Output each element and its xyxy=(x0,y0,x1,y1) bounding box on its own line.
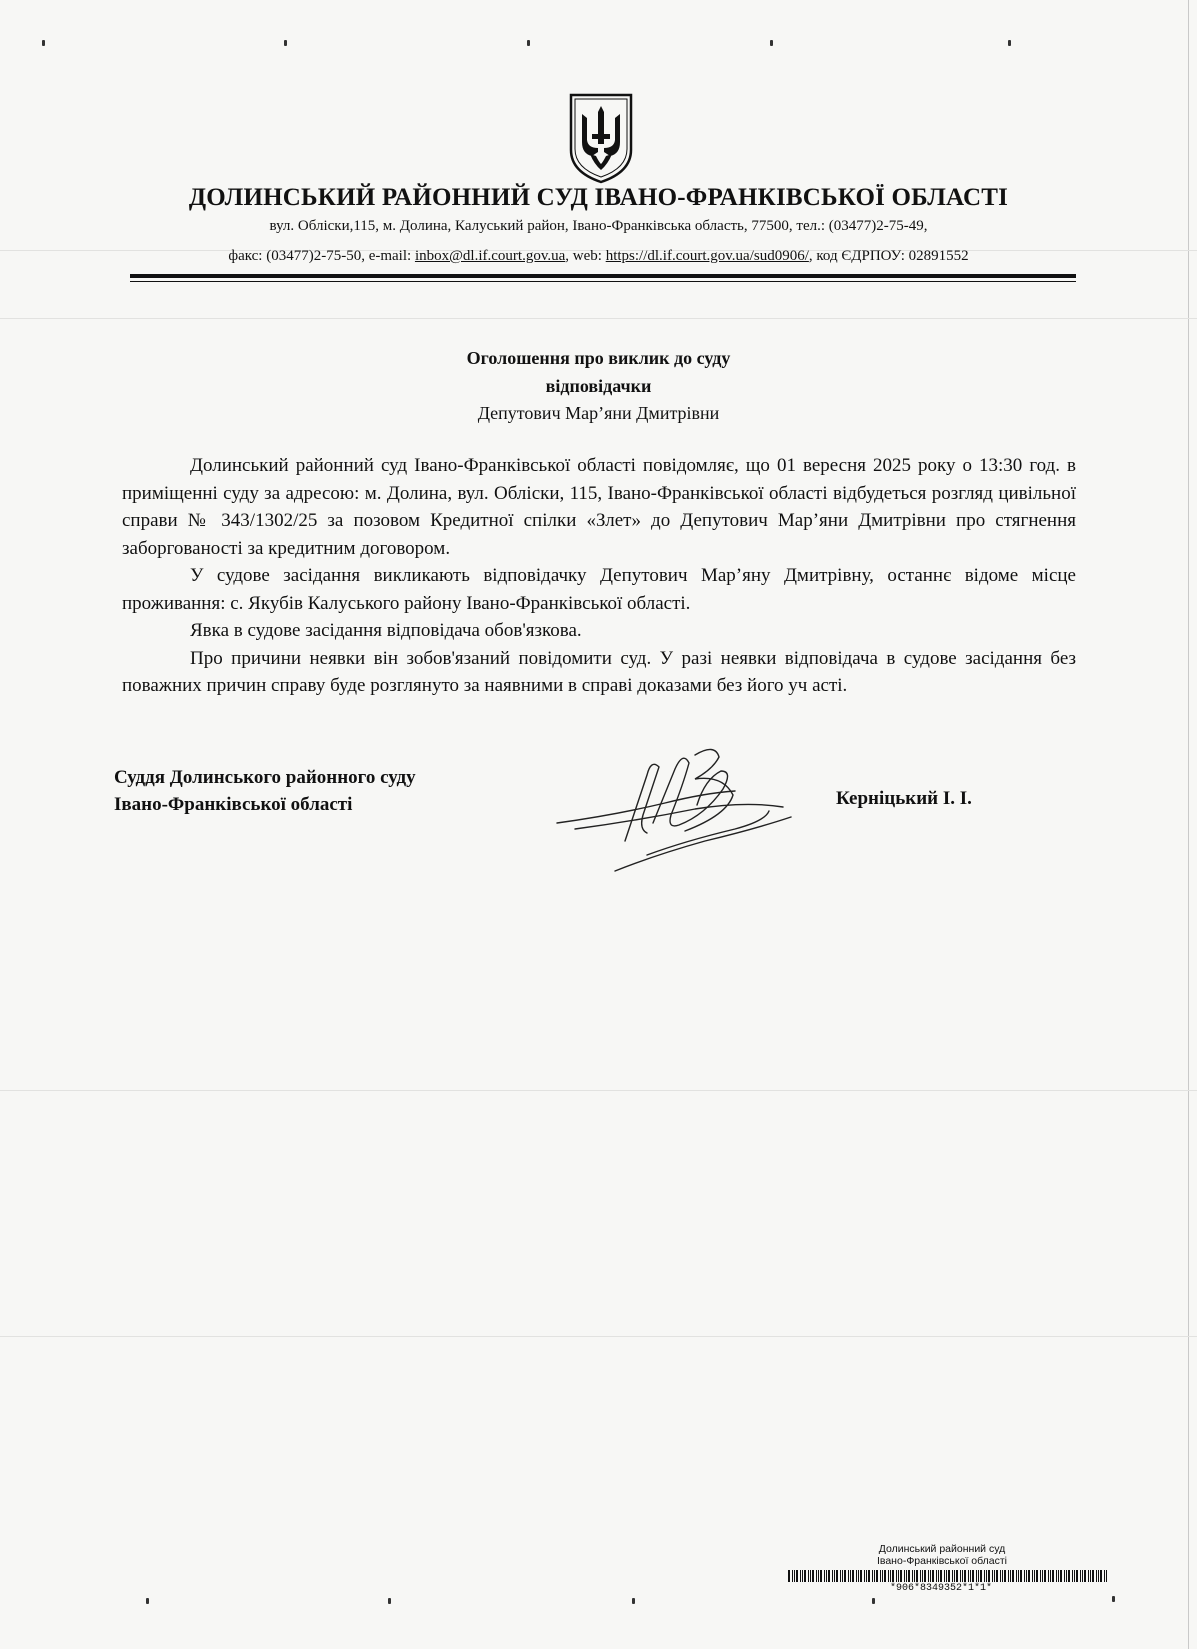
judge-title-line: Суддя Долинського районного суду xyxy=(114,767,416,788)
paragraph-summons: У судове засідання викликають відповідачку Депутович Мар’яну Дмитрівну, останнє відоме місце проживання: с. Якубів Калуського району Івано-Франківської області. xyxy=(122,565,1076,614)
edrpou-code: , код ЄДРПОУ: 02891552 xyxy=(808,248,969,264)
scan-fold-line xyxy=(0,318,1197,319)
judge-title-line: Івано-Франківської області xyxy=(114,794,353,815)
paragraph-attendance: Явка в судове засідання відповідача обов'язкова. xyxy=(190,620,582,641)
handwritten-signature xyxy=(555,745,795,875)
paragraph-hearing-info: Долинський районний суд Івано-Франківської області повідомляє, що 01 вересня 2025 року о 13:30 год. в приміщенні суду за адресою: м. Долина, вул. Обліски, 115, Івано-Франківської області відбудеться розгляд цивільної справи № 343/1302/25 за позовом Кредитної спілки «Злет» до Депутович Мар’яни Дмитрівни про стягнення заборгованості за кредитним договором. xyxy=(122,455,1076,559)
barcode-icon xyxy=(788,1570,1110,1582)
court-name: ДОЛИНСЬКИЙ РАЙОННИЙ СУД ІВАНО-ФРАНКІВСЬКОЇ ОБЛАСТІ xyxy=(188,184,1009,211)
court-address: вул. Обліски,115, м. Долина, Калуський район, Івано-Франківська область, 77500, тел.: (03477)2-75-49, xyxy=(269,218,928,234)
court-contacts xyxy=(0,248,1197,265)
scan-mark xyxy=(146,1598,149,1604)
trident-coat-of-arms-icon xyxy=(568,92,634,184)
web-label: , web: xyxy=(565,248,606,264)
notice-body xyxy=(122,452,1076,700)
email-link[interactable]: inbox@dl.if.court.gov.ua xyxy=(414,248,566,264)
defendant-name: Депутович Мар’яни Дмитрівни xyxy=(477,403,720,423)
judge-title xyxy=(114,764,416,818)
scan-mark xyxy=(527,40,530,46)
scan-fold-line xyxy=(0,1090,1197,1091)
stamp-line: Івано-Франківської області xyxy=(876,1555,1008,1567)
fax-label: факс: (03477)2-75-50, e-mail: xyxy=(228,248,415,264)
stamp-line: Долинський районний суд xyxy=(878,1543,1006,1555)
scan-mark xyxy=(388,1598,391,1604)
notice-title: Оголошення про виклик до суду xyxy=(466,348,731,368)
paragraph-absence: Про причини неявки він зобов'язаний повідомити суд. У разі неявки відповідача в судове засідання без поважних причин справу буде розглянуто за наявними в справі доказами без його уч асті. xyxy=(122,647,1076,696)
registry-stamp xyxy=(842,1543,1042,1567)
judge-name: Керніцький І. І. xyxy=(836,788,972,809)
scan-mark xyxy=(42,40,45,46)
barcode-number: *906*8349352*1*1* xyxy=(890,1583,993,1594)
web-link[interactable]: https://dl.if.court.gov.ua/sud0906/ xyxy=(605,248,809,264)
scan-mark xyxy=(1112,1596,1115,1602)
scan-mark xyxy=(284,40,287,46)
scan-mark xyxy=(632,1598,635,1604)
scan-mark xyxy=(1008,40,1011,46)
scan-fold-line xyxy=(0,1336,1197,1337)
scan-mark xyxy=(872,1598,875,1604)
scan-mark xyxy=(770,40,773,46)
header-divider xyxy=(130,274,1076,278)
notice-subtitle: відповідачки xyxy=(545,376,652,396)
header-divider-thin xyxy=(130,281,1076,282)
